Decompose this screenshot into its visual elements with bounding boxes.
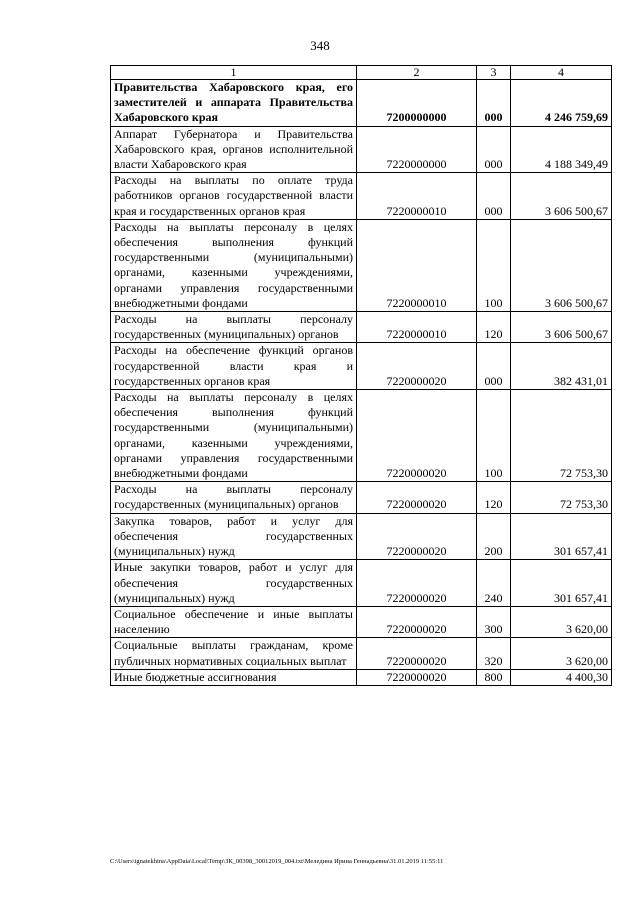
row-name-cell: Социальные выплаты гражданам, кроме публичных нормативных социальных выплат <box>111 638 357 669</box>
table-row <box>111 606 612 637</box>
row-amount-cell: 4 400,30 <box>511 669 612 685</box>
column-header-3: 3 <box>477 66 511 80</box>
budget-table <box>110 65 612 686</box>
row-name-cell: Расходы на выплаты по оплате труда работников органов государственной власти края и государственных органов края <box>111 173 357 220</box>
row-amount-cell: 3 620,00 <box>511 638 612 669</box>
row-expense-type-cell: 200 <box>477 513 511 560</box>
row-name-cell: Аппарат Губернатора и Правительства Хабаровского края, органов исполнительной власти Хабаровского края <box>111 126 357 173</box>
row-expense-type-cell: 300 <box>477 606 511 637</box>
table-row <box>111 669 612 685</box>
row-expense-type-cell: 120 <box>477 482 511 513</box>
row-name-cell: Расходы на обеспечение функций органов государственной власти края и государственных органов края <box>111 343 357 390</box>
row-code-cell: 7220000020 <box>357 390 477 482</box>
row-amount-cell: 301 657,41 <box>511 560 612 607</box>
row-code-cell: 7220000020 <box>357 560 477 607</box>
row-code-cell: 7220000000 <box>357 126 477 173</box>
row-name-cell: Расходы на выплаты персоналу в целях обеспечения выполнения функций государственными (муниципальными) органами, казенными учреждениями, органами управления государственными внебюджетными фондами <box>111 219 357 311</box>
table-row <box>111 312 612 343</box>
row-name-cell: Иные бюджетные ассигнования <box>111 669 357 685</box>
table-row <box>111 219 612 311</box>
table-row <box>111 482 612 513</box>
row-expense-type-cell: 000 <box>477 126 511 173</box>
row-amount-cell: 301 657,41 <box>511 513 612 560</box>
row-expense-type-cell: 120 <box>477 312 511 343</box>
row-code-cell: 7220000020 <box>357 606 477 637</box>
row-name-cell: Правительства Хабаровского края, его заместителей и аппарата Правительства Хабаровского края <box>111 80 357 127</box>
row-name-cell: Иные закупки товаров, работ и услуг для обеспечения государственных (муниципальных) нужд <box>111 560 357 607</box>
row-code-cell: 7220000020 <box>357 638 477 669</box>
row-code-cell: 7220000010 <box>357 312 477 343</box>
row-expense-type-cell: 800 <box>477 669 511 685</box>
row-expense-type-cell: 240 <box>477 560 511 607</box>
column-header-4: 4 <box>511 66 612 80</box>
table-row <box>111 80 612 127</box>
file-path-footer: C:\Users\ignatekhina\AppData\Local\Temp\ЗК_00398_30012019_004.txt\Меледина Ирина Геннадьевна\31.01.2019 11:55:11 <box>110 858 444 865</box>
row-code-cell: 7220000020 <box>357 343 477 390</box>
row-expense-type-cell: 000 <box>477 80 511 127</box>
row-name-cell: Расходы на выплаты персоналу в целях обеспечения выполнения функций государственными (муниципальными) органами, казенными учреждениями, органами управления государственными внебюджетными фондами <box>111 390 357 482</box>
row-code-cell: 7220000010 <box>357 173 477 220</box>
row-expense-type-cell: 100 <box>477 390 511 482</box>
row-code-cell: 7220000020 <box>357 669 477 685</box>
row-amount-cell: 4 188 349,49 <box>511 126 612 173</box>
table-row <box>111 513 612 560</box>
row-amount-cell: 3 606 500,67 <box>511 312 612 343</box>
row-amount-cell: 3 606 500,67 <box>511 173 612 220</box>
row-expense-type-cell: 100 <box>477 219 511 311</box>
table-row <box>111 390 612 482</box>
table-header-row <box>111 66 612 80</box>
row-amount-cell: 3 620,00 <box>511 606 612 637</box>
row-code-cell: 7200000000 <box>357 80 477 127</box>
row-name-cell: Закупка товаров, работ и услуг для обеспечения государственных (муниципальных) нужд <box>111 513 357 560</box>
row-code-cell: 7220000010 <box>357 219 477 311</box>
table-row <box>111 560 612 607</box>
column-header-1: 1 <box>111 66 357 80</box>
row-name-cell: Расходы на выплаты персоналу государственных (муниципальных) органов <box>111 482 357 513</box>
row-amount-cell: 4 246 759,69 <box>511 80 612 127</box>
row-expense-type-cell: 000 <box>477 343 511 390</box>
row-amount-cell: 72 753,30 <box>511 482 612 513</box>
table-row <box>111 638 612 669</box>
page-number: 348 <box>310 38 330 53</box>
row-code-cell: 7220000020 <box>357 513 477 560</box>
table-row <box>111 173 612 220</box>
row-expense-type-cell: 320 <box>477 638 511 669</box>
row-amount-cell: 382 431,01 <box>511 343 612 390</box>
row-name-cell: Расходы на выплаты персоналу государственных (муниципальных) органов <box>111 312 357 343</box>
row-amount-cell: 72 753,30 <box>511 390 612 482</box>
table-row <box>111 343 612 390</box>
row-name-cell: Социальное обеспечение и иные выплаты населению <box>111 606 357 637</box>
row-code-cell: 7220000020 <box>357 482 477 513</box>
row-amount-cell: 3 606 500,67 <box>511 219 612 311</box>
table-row <box>111 126 612 173</box>
row-expense-type-cell: 000 <box>477 173 511 220</box>
column-header-2: 2 <box>357 66 477 80</box>
